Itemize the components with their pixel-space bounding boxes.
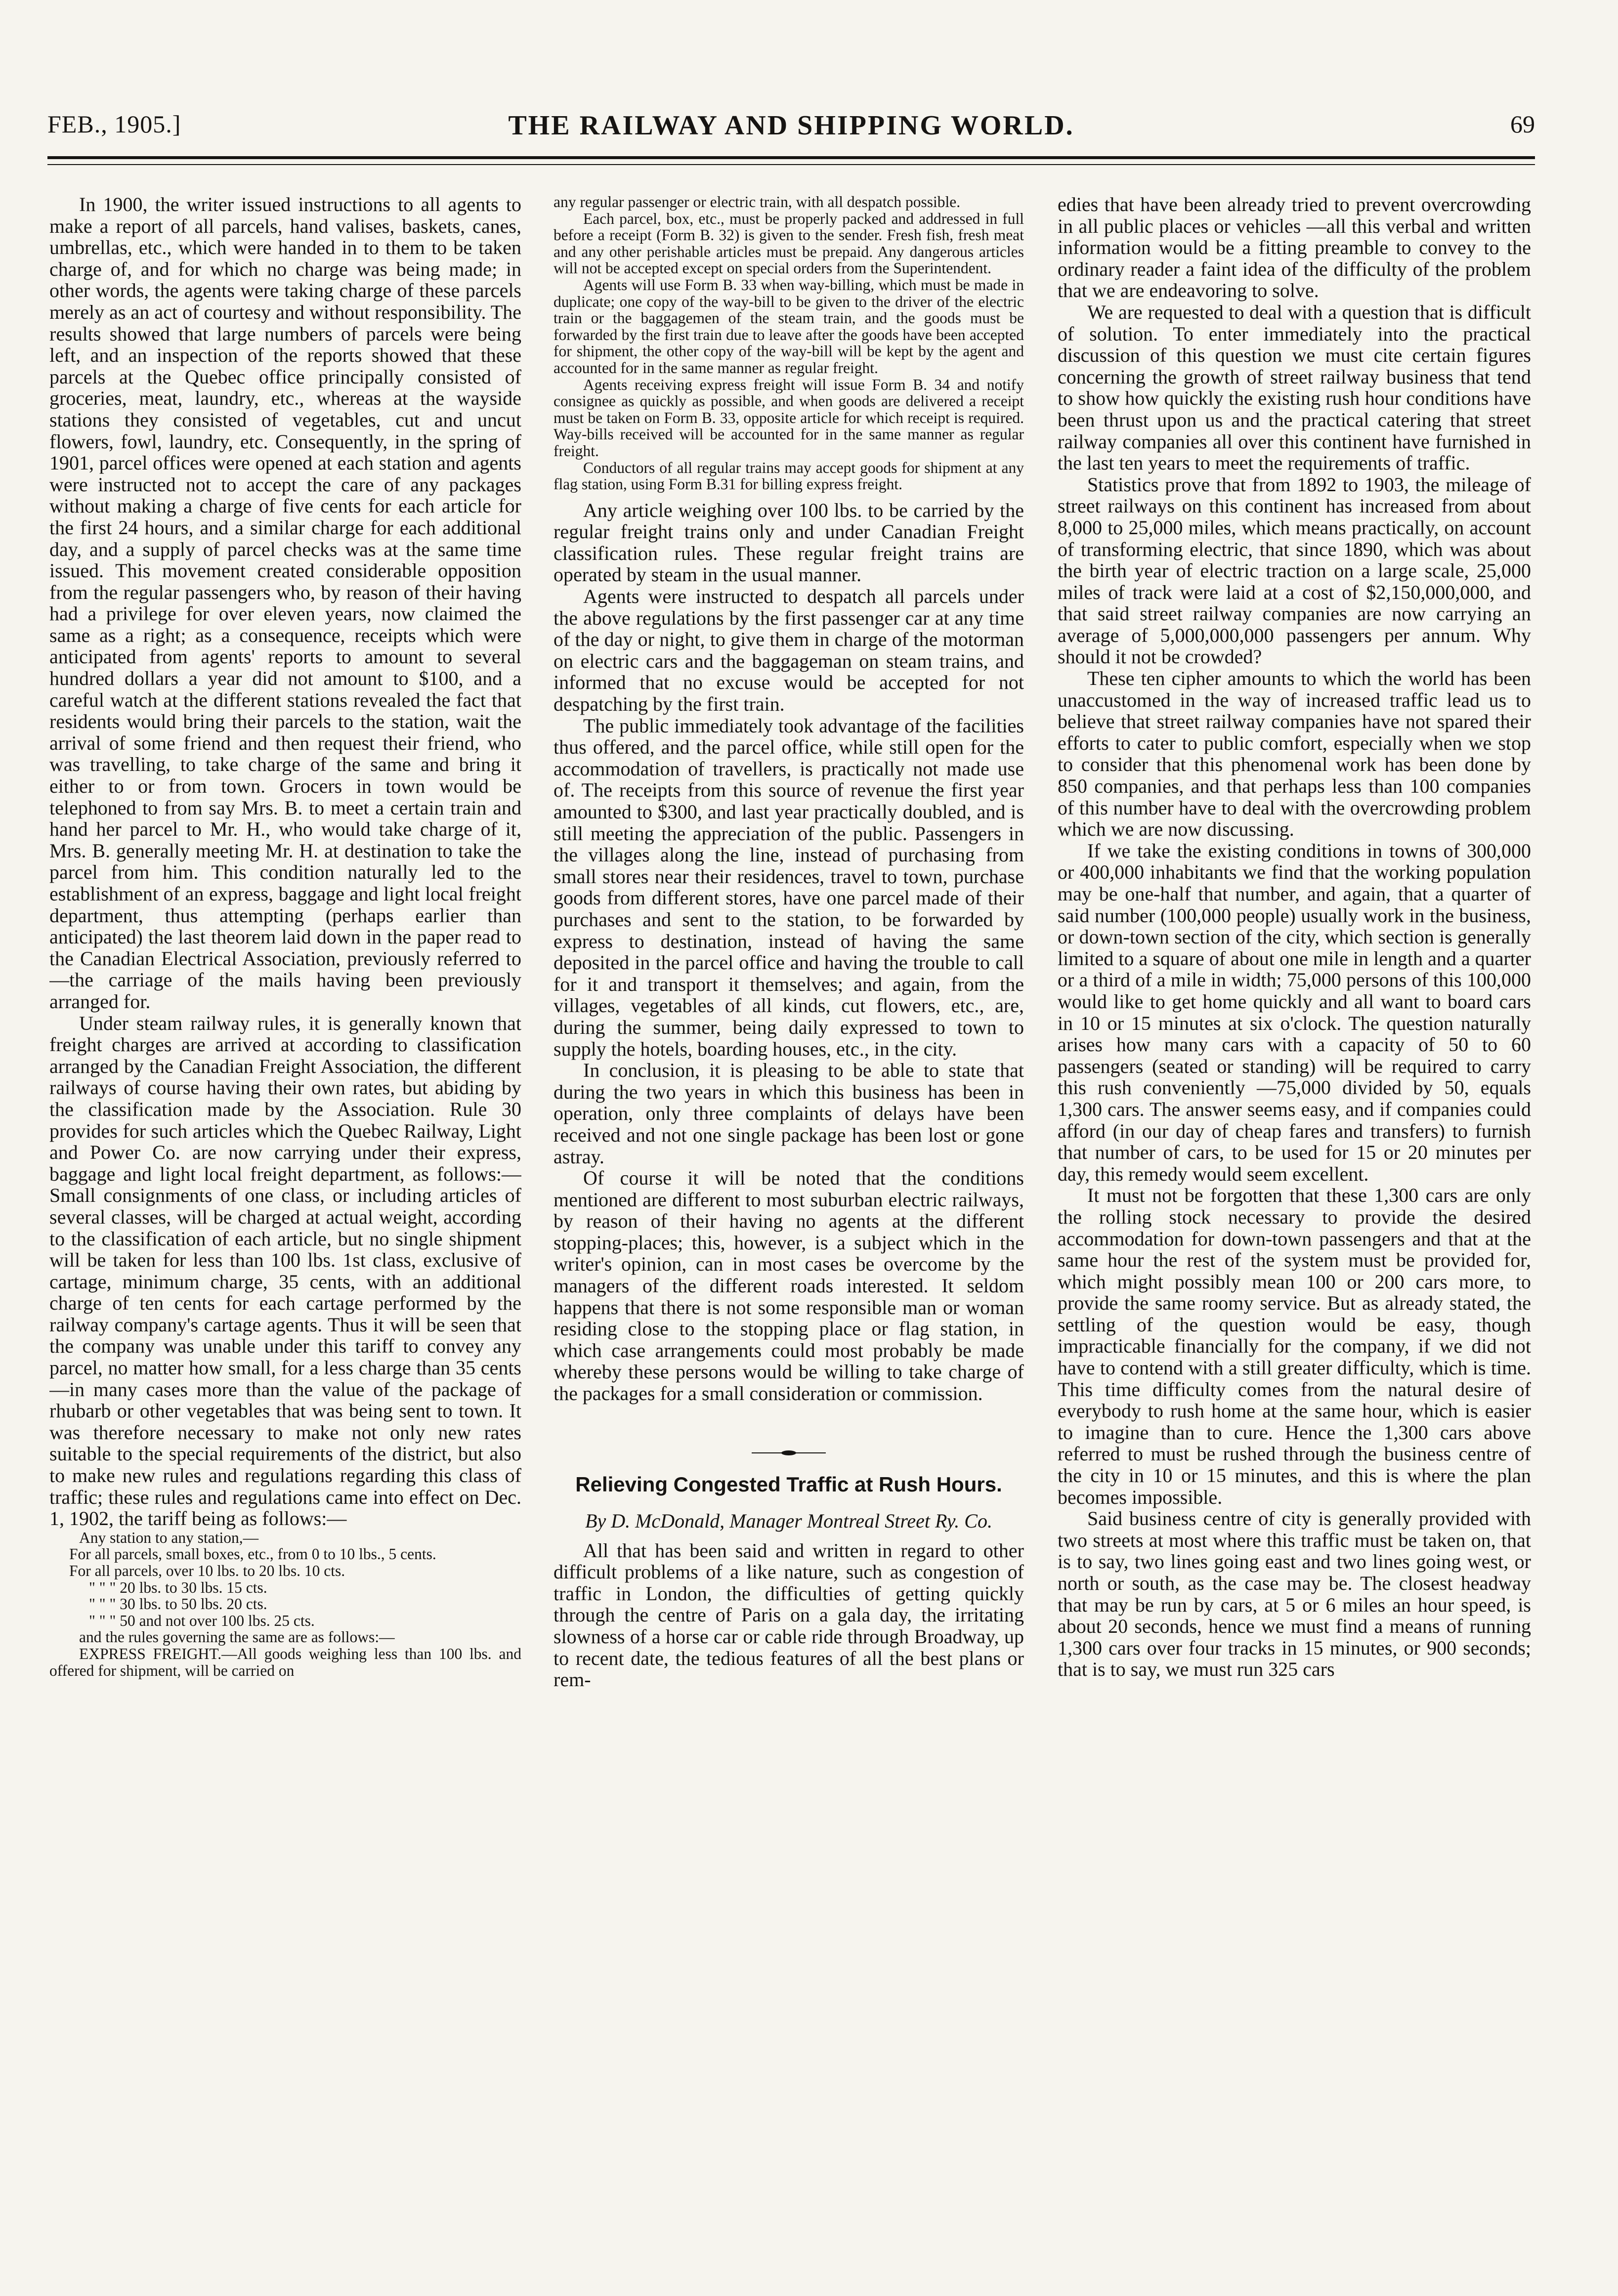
paragraph: Under steam railway rules, it is generally known that freight charges are arrived at according to classification arranged by the Canadian Freight Association, the different railways of course having their own rates, but abiding by the classification made by the Association. Rule 30 provides for such articles which the Quebec Railway, Light and Power Co. are now carrying under their express, baggage and light local freight department, as follows:—Small consignments of one class, or including articles of several classes, will be charged at actual weight, according to the classification of each article, but no single shipment will be taken for less than 100 lbs. 1st class, exclusive of cartage, minimum charge, 35 cents, with an additional charge of ten cents for each cartage performed by the railway company's cartage agents. Thus it will be seen that the company was unable under this tariff to convey any parcel, no matter how small, for a less charge than 35 cents—in many cases more than the value of the package of rhubarb or other vegetables that was being sent to town. It was therefore necessary to make not only new rates suitable to the special requirements of the district, but also to make new rules and regulations regarding this class of traffic; these rules and regulations came into effect on Dec. 1, 1902, the tariff being as follows:— [49,1012,521,1530]
header-rule-thick [47,156,1535,159]
rules-intro: and the rules governing the same are as follows:— [79,1628,395,1646]
article-title: Relieving Congested Traffic at Rush Hours. [575,1472,1002,1496]
paragraph: Any article weighing over 100 lbs. to be carried by the regular freight trains only and under Canadian Freight classification rules. These regular freight trains are operated by steam in the usual manner. [554,499,1024,586]
paragraph: Agents were instructed to despatch all parcels under the above regulations by the first passenger car at any time of the day or night, to give them in charge of the motorman on electric cars and the baggageman on steam trains, and informed that no excuse would be accepted for not despatching by the first train. [554,585,1024,716]
tariff-row: For all parcels, small boxes, etc., from 0 to 10 lbs., 5 cents. [69,1545,436,1563]
rule-paragraph: Agents receiving express freight will issue Form B. 34 and notify consignee as quickly as possible, and when goods are delivered a receipt must be taken on Form B. 33, opposite article for which receipt is required. Way-bills received will be accounted for in the same manner as regular freight. [554,376,1024,460]
paragraph: The public immediately took advantage of the facilities thus offered, and the parcel office, while still open for the accommodation of travellers, is practically not made use of. The receipts from this source of revenue the first year amounted to $300, and last year practically doubled, and is still meeting the appreciation of the public. Passengers in the villages along the line, instead of purchasing from small stores near their residences, travel to town, purchase goods from different stores, have one parcel made of their purchases and sent to the station, to be forwarded by express to destination, instead of having the same deposited in the parcel office and having the trouble to call for it and transport it themselves; and again, from the villages, vegetables of all kinds, cut flowers, etc., are, during the summer, being daily expressed to town to supply the hotels, boarding houses, etc., in the city. [554,714,1024,1060]
paragraph: Statistics prove that from 1892 to 1903, the mileage of street railways on this continent has increased from about 8,000 to 25,000 miles, which means practically, on account of transforming electric, that since 1890, which was about the birth year of electric traction on a large scale, 25,000 miles of track were laid at a cost of $2,150,000,000, and that said street railway companies are now carrying an average of 5,000,000,000 passengers per annum. Why should it not be crowded? [1058,473,1531,668]
tariff-row: " " " 30 lbs. to 50 lbs. 20 cts. [89,1595,267,1613]
paragraph: It must not be forgotten that these 1,300 cars are only the rolling stock necessary to provide the desired accommodation for down-town passengers and that at the same hour the rest of the system must be provided for, which might possibly mean 100 or 200 cars more, to provide the same roomy service. But as already stated, the settling of the question would be easy, though impracticable financially for the company, if we did not have to contend with a still greater difficulty, which is time. This time difficulty comes from the natural desire of everybody to rush home at the same hour, which is easier to imagine than to cure. Hence the 1,300 cars above referred to must be rushed through the business centre of the city in 10 or 15 minutes, and this is where the plan becomes impossible. [1058,1184,1531,1508]
paragraph: In conclusion, it is pleasing to be able to state that during the two years in which this business has been in operation, only three complaints of delays have been received and not one single package has been lost or gone astray. [554,1059,1024,1168]
paragraph: These ten cipher amounts to which the world has been unaccustomed in the way of increased traffic lead us to believe that street railway companies have not spared their efforts to cater to public comfort, especially when we stop to consider that this phenomenal work has been done by 850 companies, and that perhaps less than 100 companies of this number have to deal with the overcrowding problem which we are now discussing. [1058,667,1531,841]
column-1 [49,194,521,2269]
publication-title: THE RAILWAY AND SHIPPING WORLD. [508,110,1074,141]
column-2 [554,194,1024,2269]
rule-express-freight: EXPRESS FREIGHT.—All goods weighing less than 100 lbs. and offered for shipment, will be carried on [49,1645,521,1679]
rule-paragraph: Conductors of all regular trains may accept goods for shipment at any flag station, using Form B.31 for billing express freight. [554,459,1024,493]
paragraph: Of course it will be noted that the conditions mentioned are different to most suburban electric railways, by reason of their having no agents at the different stopping-places; this, however, is a subject which in the writer's opinion, can in most cases be overcome by the managers of the different roads interested. It seldom happens that there is not some responsible man or woman residing close to the stopping place or flag station, in which case arrangements could most probably be made whereby these persons would be willing to take charge of the packages for a small consideration or commission. [554,1167,1024,1405]
paragraph: If we take the existing conditions in towns of 300,000 or 400,000 inhabitants we find that the working population may be one-half that number, and again, that a quarter of said number (100,000 people) usually work in the business, or down-town section of the city, which section is generally limited to a square of about one mile in length and a quarter or a third of a mile in width; 75,000 persons of this 100,000 would like to get home quickly and all want to board cars in 10 or 15 minutes at six o'clock. The question naturally arises how many cars with a capacity of 50 to 60 passengers (seated or standing) will be required to carry this rush conveniently —75,000 divided by 50, equals 1,300 cars. The answer seems easy, and if companies could afford (in our day of cheap fares and transfers) to furnish that number of cars, to be used for 15 or 20 minutes per day, this remedy would seem excellent. [1058,839,1531,1185]
column-3 [1058,194,1531,2269]
header-rule-thin [47,164,1535,165]
page-number: 69 [1510,110,1535,138]
page-header [47,110,1535,154]
issue-date: FEB., 1905.] [47,110,181,138]
paragraph: edies that have been already tried to prevent overcrowding in all public places or vehicles —all this verbal and written information would be a fitting preamble to convey to the ordinary reader a faint idea of the difficulty of the problem that we are endeavoring to solve. [1058,194,1531,302]
tariff-row: For all parcels, over 10 lbs. to 20 lbs. 10 cts. [69,1562,345,1579]
tariff-row: " " " 20 lbs. to 30 lbs. 15 cts. [89,1578,267,1596]
paragraph: In 1900, the writer issued instructions to all agents to make a report of all parcels, hand valises, baskets, canes, umbrellas, etc., which were handed in to them to be taken charge of, and for which no charge was being made; in other words, the agents were taking charge of these parcels merely as an act of courtesy and without responsibility. The results showed that large numbers of parcels were being left, and an inspection of the reports showed that these parcels at the Quebec office principally consisted of groceries, meat, laundry, etc., whereas at the wayside stations they consisted of vegetables, cut and uncut flowers, fowl, laundry, etc. Consequently, in the spring of 1901, parcel offices were opened at each station and agents were instructed not to accept the care of any packages without making a charge of five cents for each article for the first 24 hours, and a similar charge for each additional day, and a supply of parcel checks was at the same time issued. This movement created considerable opposition from the regular passengers who, by reason of their having had a privilege for over eleven years, now claimed the same as a right; as a consequence, receipts which were anticipated from agents' reports to amount to several hundred dollars a year did not amount to $100, and a careful watch at the different stations revealed the fact that residents would bring their parcels to the station, wait the arrival of some friend and then request their friend, who was travelling, to take charge of the same and bring it either to or from town. Grocers in town would be telephoned to from say Mrs. B. to meet a certain train and hand her parcel to Mr. H., who would take charge of it, Mrs. B. generally meeting Mr. H. at destination to take the parcel from him. This condition naturally led to the establishment of an express, baggage and light local freight department, thus attempting (perhaps earlier than anticipated) the last theorem laid down in the paper read to the Canadian Electrical Association, previously referred to—the carriage of the mails having been previously arranged for. [49,194,521,1013]
rule-paragraph: any regular passenger or electric train, with all despatch possible. [554,194,961,211]
paragraph: We are requested to deal with a question that is difficult of solution. To enter immediately into the practical discussion of this question we must cite certain figures concerning the growth of street railway business that tend to show how quickly the existing rush hour conditions have been thrust upon us and the practical catering that street railway companies all over this continent have furnished in the last ten years to meet the requirements of traffic. [1058,300,1531,474]
paragraph: All that has been said and written in regard to other difficult problems of a like nature, such as congestion of traffic in London, the difficulties of getting quickly through the centre of Paris on a gala day, the irritating slowness of a horse car or cable ride through Broadway, up to recent date, the tedious features of all the best plans or rem- [554,1539,1024,1691]
section-separator [752,1449,826,1457]
rule-paragraph: Each parcel, box, etc., must be properly packed and addressed in full before a receipt (Form B. 32) is given to the sender. Fresh fish, fresh meat and any other perishable articles must be prepaid. Any dangerous articles will not be accepted except on special orders from the Superintendent. [554,210,1024,277]
article-byline: By D. McDonald, Manager Montreal Street Ry. Co. [585,1509,992,1532]
tariff-row: " " " 50 and not over 100 lbs. 25 cts. [89,1612,315,1629]
rule-paragraph: Agents will use Form B. 33 when way-billing, which must be made in duplicate; one copy of the way-bill to be given to the driver of the electric train or the baggagemen of the steam train, and the goods must be forwarded by the first train due to leave after the goods have been accepted for shipment, the other copy of the way-bill will be kept by the agent and accounted for in the same manner as regular freight. [554,276,1024,377]
tariff-heading: Any station to any station,— [79,1529,259,1546]
paragraph: Said business centre of city is generally provided with two streets at most where this traffic must be taken on, that is to say, two lines going east and two lines going west, or north or south, as the case may be. The closest headway that may be run by cars, at 5 or 6 miles an hour speed, is about 20 seconds, hence we must find a means of running 1,300 cars over four tracks in 15 minutes, or 900 seconds; that is to say, we must run 325 cars [1058,1507,1531,1681]
